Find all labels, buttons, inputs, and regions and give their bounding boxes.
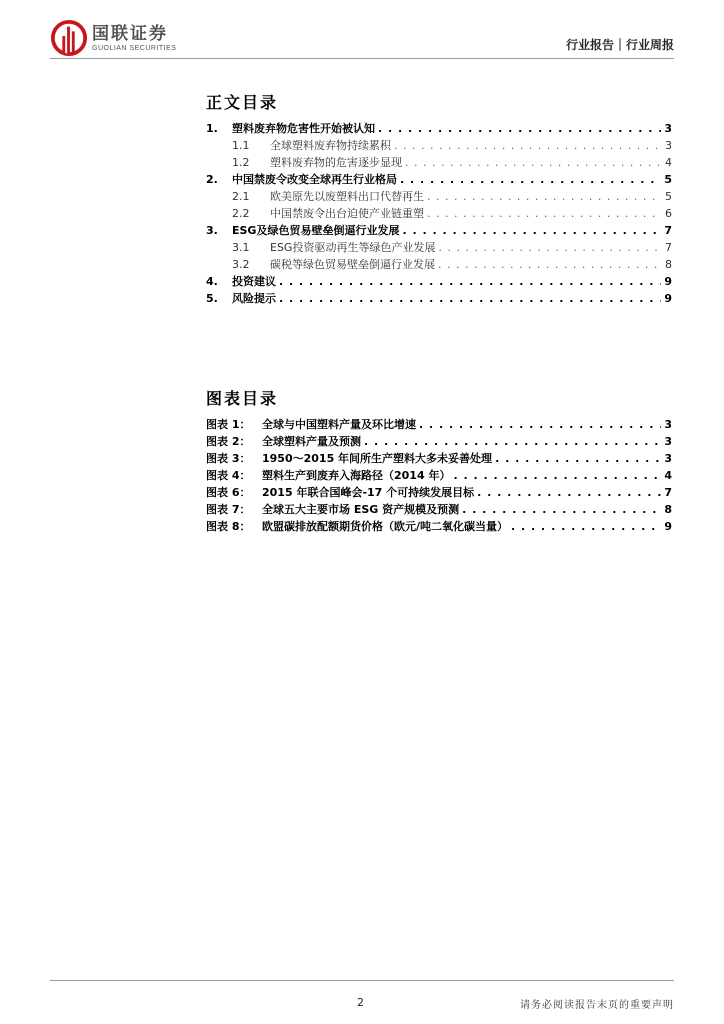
entry-title: 欧盟碳排放配额期货价格（欧元/吨二氧化碳当量） bbox=[262, 520, 509, 533]
dot-leader bbox=[477, 486, 661, 499]
entry-number: 1.2 bbox=[232, 156, 250, 169]
entry-title: 碳税等绿色贸易壁垒倒逼行业发展 bbox=[270, 258, 435, 271]
entry-page-number: 3 bbox=[664, 435, 672, 448]
dot-leader bbox=[405, 156, 662, 169]
figure-entry[interactable] bbox=[206, 433, 672, 450]
entry-page-number: 7 bbox=[665, 241, 672, 254]
logo-chinese-name: 国联证券 bbox=[92, 23, 168, 44]
dot-leader bbox=[394, 139, 662, 152]
toc-entry[interactable] bbox=[206, 273, 672, 290]
toc-entry[interactable] bbox=[206, 120, 672, 137]
dot-leader bbox=[453, 469, 661, 482]
entry-title: 2015 年联合国峰会-17 个可持续发展目标 bbox=[262, 486, 475, 499]
entry-title: 塑料废弃物危害性开始被认知 bbox=[232, 122, 375, 135]
figure-entry[interactable] bbox=[206, 467, 672, 484]
footer-disclaimer: 请务必阅读报告末页的重要声明 bbox=[520, 1000, 674, 1011]
entry-page-number: 3 bbox=[664, 122, 672, 135]
entry-number: 4. bbox=[206, 275, 218, 288]
report-type-label: 行业报告｜行业周报 bbox=[565, 38, 674, 52]
entry-number: 图表 6： bbox=[206, 486, 251, 499]
entry-title: 1950～2015 年间所生产塑料大多未妥善处理 bbox=[262, 452, 493, 465]
toc-entry[interactable] bbox=[206, 239, 672, 256]
figure-list-title: 图表目录 bbox=[206, 389, 279, 408]
dot-leader bbox=[402, 224, 661, 237]
entry-title: 全球与中国塑料产量及环比增速 bbox=[262, 418, 416, 431]
entry-page-number: 9 bbox=[664, 292, 672, 305]
entry-title: 全球塑料废弃物持续累积 bbox=[270, 139, 391, 152]
entry-page-number: 4 bbox=[664, 469, 672, 482]
toc-entry[interactable] bbox=[206, 290, 672, 307]
header-divider bbox=[50, 58, 674, 59]
entry-title: ESG及绿色贸易壁垒倒逼行业发展 bbox=[232, 224, 400, 237]
entry-page-number: 7 bbox=[664, 224, 672, 237]
entry-title: 中国禁废令改变全球再生行业格局 bbox=[232, 173, 397, 186]
toc-entry[interactable] bbox=[206, 154, 672, 171]
entry-page-number: 4 bbox=[665, 156, 672, 169]
entry-number: 图表 1： bbox=[206, 418, 251, 431]
entry-number: 图表 4： bbox=[206, 469, 251, 482]
entry-number: 1. bbox=[206, 122, 218, 135]
toc-entry[interactable] bbox=[206, 137, 672, 154]
entry-number: 5. bbox=[206, 292, 218, 305]
toc-entry[interactable] bbox=[206, 205, 672, 222]
toc-title: 正文目录 bbox=[206, 93, 279, 112]
entry-title: 塑料废弃物的危害逐步显现 bbox=[270, 156, 402, 169]
entry-page-number: 5 bbox=[664, 173, 672, 186]
entry-page-number: 3 bbox=[664, 418, 672, 431]
entry-number: 2. bbox=[206, 173, 218, 186]
dot-leader bbox=[419, 418, 661, 431]
entry-title: 风险提示 bbox=[232, 292, 276, 305]
dot-leader bbox=[364, 435, 661, 448]
dot-leader bbox=[427, 207, 662, 220]
dot-leader bbox=[462, 503, 661, 516]
page-header bbox=[0, 0, 724, 66]
entry-title: 中国禁废令出台迫使产业链重塑 bbox=[270, 207, 424, 220]
entry-title: ESG投资驱动再生等绿色产业发展 bbox=[270, 241, 436, 254]
entry-number: 2.2 bbox=[232, 207, 250, 220]
entry-number: 3. bbox=[206, 224, 218, 237]
entry-number: 图表 2： bbox=[206, 435, 251, 448]
figure-entry[interactable] bbox=[206, 484, 672, 501]
entry-title: 全球塑料产量及预测 bbox=[262, 435, 361, 448]
entry-number: 2.1 bbox=[232, 190, 250, 203]
entry-number: 3.1 bbox=[232, 241, 250, 254]
entry-number: 3.2 bbox=[232, 258, 250, 271]
entry-page-number: 3 bbox=[664, 452, 672, 465]
dot-leader bbox=[438, 258, 662, 271]
entry-number: 1.1 bbox=[232, 139, 250, 152]
toc-list bbox=[206, 120, 672, 307]
dot-leader bbox=[400, 173, 661, 186]
dot-leader bbox=[378, 122, 661, 135]
entry-page-number: 8 bbox=[664, 503, 672, 516]
dot-leader bbox=[427, 190, 662, 203]
logo-english-name: GUOLIAN SECURITIES bbox=[92, 44, 177, 52]
figure-entry[interactable] bbox=[206, 518, 672, 535]
entry-title: 投资建议 bbox=[232, 275, 276, 288]
entry-number: 图表 7： bbox=[206, 503, 251, 516]
guolian-logo-icon bbox=[50, 19, 88, 57]
entry-page-number: 7 bbox=[664, 486, 672, 499]
figure-list bbox=[206, 416, 672, 535]
entry-title: 全球五大主要市场 ESG 资产规模及预测 bbox=[262, 503, 460, 516]
dot-leader bbox=[511, 520, 661, 533]
entry-page-number: 9 bbox=[664, 275, 672, 288]
entry-page-number: 8 bbox=[665, 258, 672, 271]
entry-page-number: 3 bbox=[665, 139, 672, 152]
toc-entry[interactable] bbox=[206, 222, 672, 239]
entry-title: 欧美原先以废塑料出口代替再生 bbox=[270, 190, 424, 203]
dot-leader bbox=[279, 292, 661, 305]
entry-number: 图表 8： bbox=[206, 520, 251, 533]
toc-entry[interactable] bbox=[206, 256, 672, 273]
footer-divider bbox=[50, 980, 674, 981]
company-logo bbox=[50, 18, 176, 58]
page-number: 2 bbox=[357, 996, 364, 1009]
dot-leader bbox=[279, 275, 661, 288]
dot-leader bbox=[495, 452, 661, 465]
figure-entry[interactable] bbox=[206, 501, 672, 518]
figure-entry[interactable] bbox=[206, 450, 672, 467]
toc-entry[interactable] bbox=[206, 171, 672, 188]
toc-entry[interactable] bbox=[206, 188, 672, 205]
entry-page-number: 9 bbox=[664, 520, 672, 533]
entry-page-number: 6 bbox=[665, 207, 672, 220]
entry-number: 图表 3： bbox=[206, 452, 251, 465]
entry-page-number: 5 bbox=[665, 190, 672, 203]
dot-leader bbox=[438, 241, 662, 254]
figure-entry[interactable] bbox=[206, 416, 672, 433]
entry-title: 塑料生产到废弃入海路径（2014 年） bbox=[262, 469, 451, 482]
